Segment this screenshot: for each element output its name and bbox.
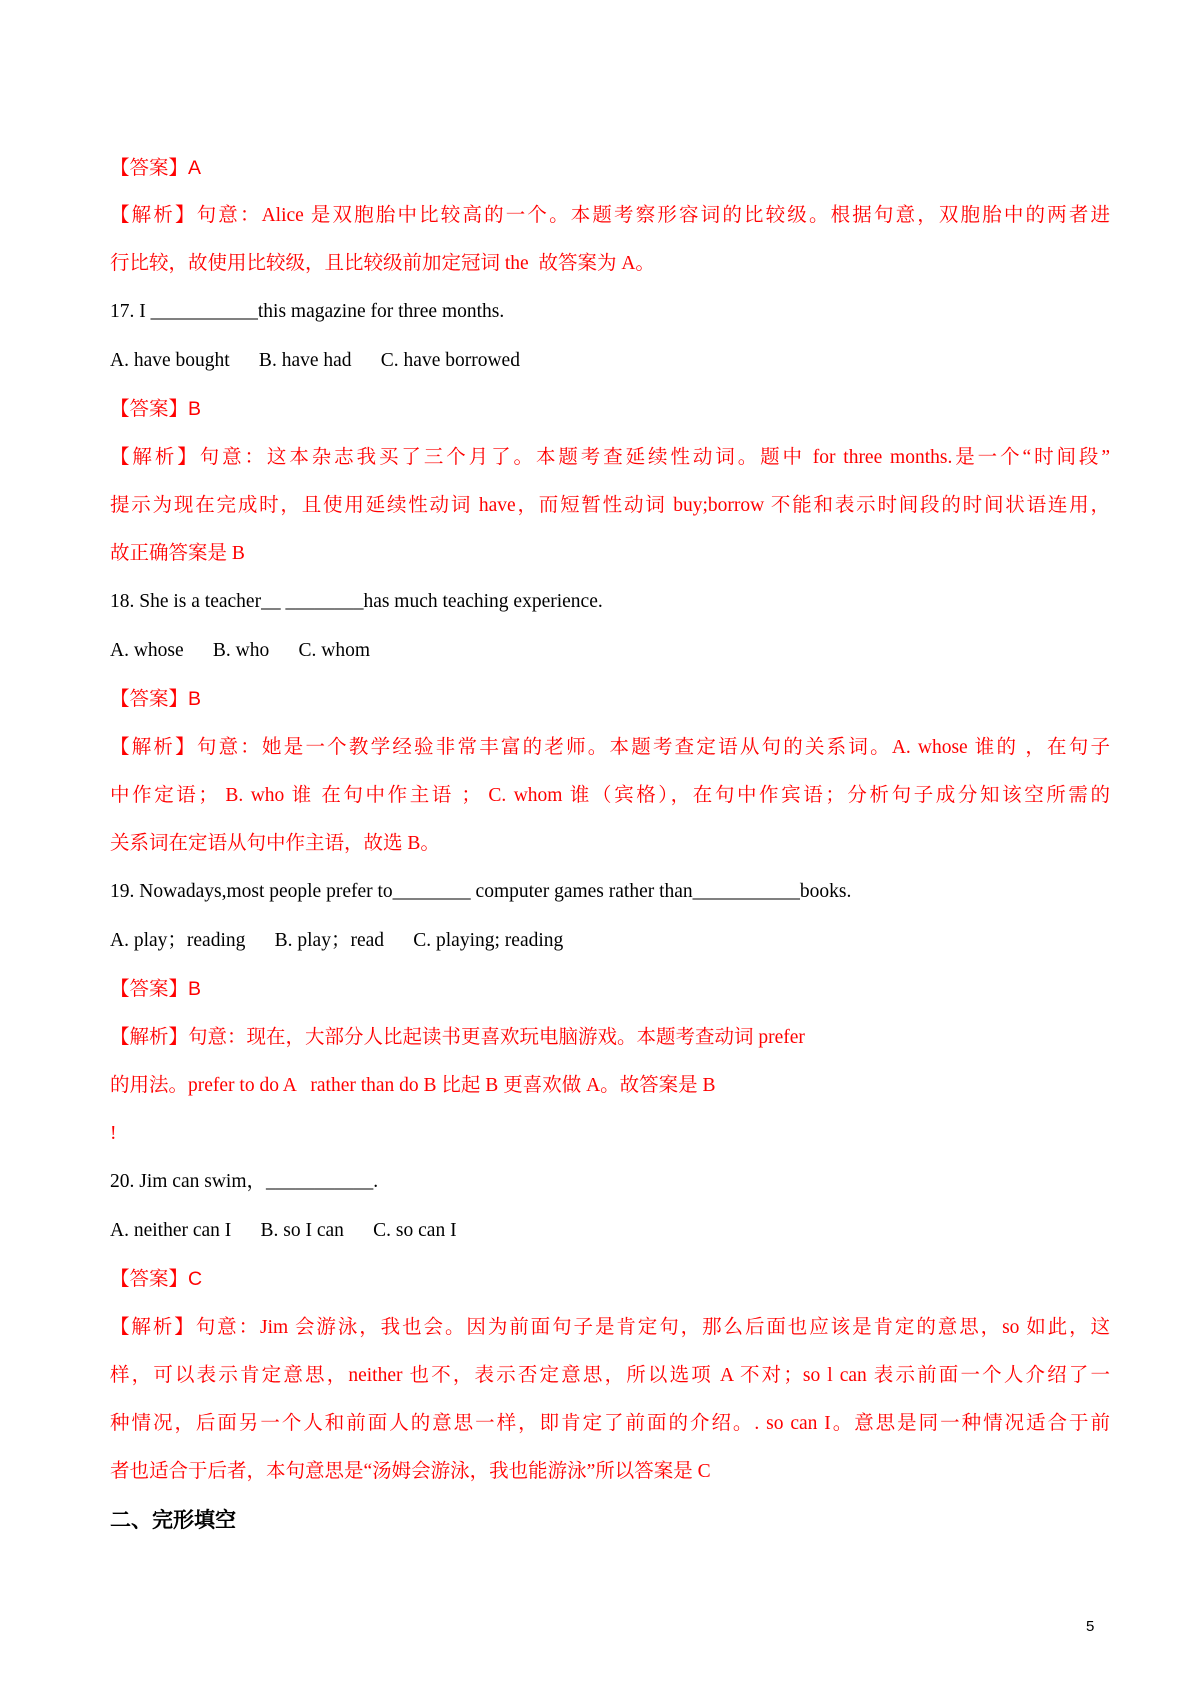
- explanation-19-line-2: 的用法。prefer to do A rather than do B 比起 B 更喜欢做 A。故答案是 B: [110, 1075, 716, 1096]
- explanation-18-line-2: 中作定语； B. who 谁 在句中作主语 ； C. whom 谁（宾格），在句中作宾语；分析句子成分知该空所需的: [110, 785, 1110, 806]
- question-18: 18. She is a teacher__ ________has much teaching experience.: [110, 591, 603, 612]
- explanation-16-line-1: 【解析】句意：Alice 是双胞胎中比较高的一个。本题考察形容词的比较级。根据句意，双胞胎中的两者进: [110, 205, 1110, 226]
- question-20-options: A. neither can I B. so I can C. so can I: [110, 1220, 457, 1241]
- question-17: 17. I ___________this magazine for three months.: [110, 301, 505, 322]
- answer-18: 【答案】B: [110, 688, 202, 710]
- explanation-17-line-2: 提示为现在完成时，且使用延续性动词 have，而短暂性动词 buy;borrow 不能和表示时间段的时间状语连用，: [110, 495, 1110, 516]
- question-18-options: A. whose B. who C. whom: [110, 640, 371, 661]
- question-17-options: A. have bought B. have had C. have borrowed: [110, 350, 520, 371]
- question-20: 20. Jim can swim，___________.: [110, 1171, 379, 1192]
- question-19: 19. Nowadays,most people prefer to________ computer games rather than___________books.: [110, 881, 852, 902]
- question-19-options: A. play；reading B. play；read C. playing; reading: [110, 930, 564, 951]
- answer-16: 【答案】A: [110, 157, 202, 179]
- explanation-20-line-4: 者也适合于后者，本句意思是“汤姆会游泳，我也能游泳”所以答案是 C: [110, 1461, 711, 1482]
- answer-17: 【答案】B: [110, 398, 202, 420]
- explanation-20-line-3: 种情况，后面另一个人和前面人的意思一样，即肯定了前面的介绍。. so can I。意思是同一种情况适合于前: [110, 1413, 1110, 1434]
- answer-19: 【答案】B: [110, 978, 202, 1000]
- answer-20: 【答案】C: [110, 1268, 203, 1290]
- explanation-18-line-3: 关系词在定语从句中作主语，故选 B。: [110, 833, 440, 854]
- explanation-20-line-1: 【解析】句意：Jim 会游泳，我也会。因为前面句子是肯定句，那么后面也应该是肯定的意思，so 如此，这: [110, 1317, 1110, 1338]
- explanation-17-line-1: 【解析】句意：这本杂志我买了三个月了。本题考查延续性动词。题中 for three months.是一个“时间段”: [110, 447, 1110, 468]
- page-number: 5: [1086, 1618, 1095, 1635]
- explanation-19-line-1: 【解析】句意：现在，大部分人比起读书更喜欢玩电脑游戏。本题考查动词 prefer: [110, 1027, 805, 1048]
- explanation-19-line-3: !: [110, 1123, 117, 1144]
- explanation-16-line-2: 行比较，故使用比较级，且比较级前加定冠词 the 故答案为 A。: [110, 253, 655, 274]
- section-title: 二、完形填空: [110, 1508, 236, 1532]
- explanation-20-line-2: 样，可以表示肯定意思，neither 也不，表示否定意思，所以选项 A 不对；so l can 表示前面一个人介绍了一: [110, 1365, 1110, 1386]
- explanation-18-line-1: 【解析】句意：她是一个教学经验非常丰富的老师。本题考查定语从句的关系词。A. whose 谁的 ，在句子: [110, 737, 1110, 758]
- explanation-17-line-3: 故正确答案是 B: [110, 543, 245, 564]
